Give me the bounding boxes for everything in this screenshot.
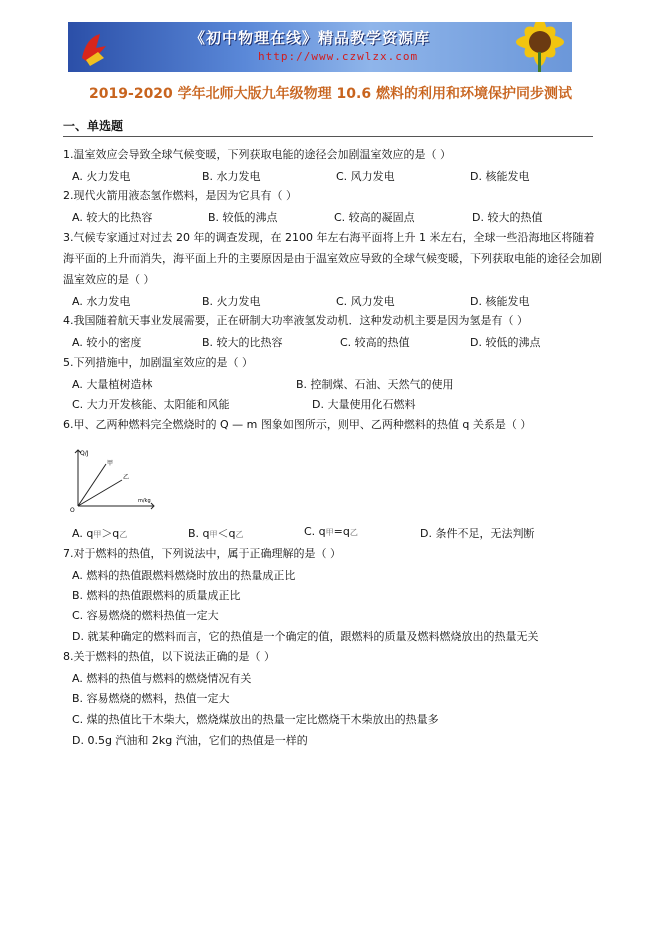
- question-7: 7.对于燃料的热值，下列说法中，属于正确理解的是（ ）: [63, 547, 341, 560]
- q6-a-op: ＞q: [101, 527, 120, 540]
- q4-option-c[interactable]: C. 较高的热值: [340, 336, 410, 349]
- q4-option-a[interactable]: A. 较小的密度: [72, 336, 142, 349]
- q5-option-c[interactable]: C. 大力开发核能、太阳能和风能: [72, 398, 230, 411]
- q6-a-text: A. q: [72, 527, 94, 540]
- q6-b-sub2: 乙: [235, 530, 244, 539]
- q1-option-d[interactable]: D. 核能发电: [470, 170, 530, 183]
- sunflower-icon: [498, 22, 568, 72]
- graph-line2-label: 乙: [123, 474, 130, 481]
- question-6: 6.甲、乙两种燃料完全燃烧时的 Q — m 图象如图所示，则甲、乙两种燃料的热值 q 关系是（ ）: [63, 418, 532, 431]
- site-logo-icon: [76, 28, 116, 68]
- question-1: 1.温室效应会导致全球气候变暖，下列获取电能的途径会加剧温室效应的是（ ）: [63, 148, 451, 161]
- section-heading: 一、单选题: [63, 119, 124, 133]
- q6-option-c[interactable]: [304, 525, 358, 538]
- q1-option-a[interactable]: A. 火力发电: [72, 170, 131, 183]
- q3-option-a[interactable]: A. 水力发电: [72, 295, 131, 308]
- graph-xlabel: m/kg: [138, 498, 151, 504]
- q6-c-sub1: 甲: [325, 528, 334, 537]
- q6-c-op: =q: [333, 525, 350, 538]
- page-title: 2019-2020 学年北师大版九年级物理 10.6 燃料的利用和环境保护同步测试: [89, 86, 572, 102]
- q6-b-sub1: 甲: [209, 530, 218, 539]
- q7-option-c[interactable]: C. 容易燃烧的燃料热值一定大: [72, 609, 219, 622]
- q6-option-d[interactable]: [420, 525, 534, 541]
- q1-option-b[interactable]: B. 水力发电: [202, 170, 261, 183]
- banner-url: http://www.czwlzx.com: [258, 50, 419, 63]
- q6-a-sub2: 乙: [119, 530, 128, 539]
- q6-option-a[interactable]: [72, 525, 127, 541]
- q3-option-c[interactable]: C. 风力发电: [336, 295, 395, 308]
- q-m-graph: [70, 446, 160, 512]
- question-5: 5.下列措施中，加剧温室效应的是（ ）: [63, 356, 253, 369]
- q6-c-text: C. q: [304, 525, 326, 538]
- q8-option-a[interactable]: A. 燃料的热值与燃料的燃烧情况有关: [72, 672, 252, 685]
- header-banner: [68, 22, 572, 72]
- q3-option-b[interactable]: B. 火力发电: [202, 295, 261, 308]
- q1-option-c[interactable]: C. 风力发电: [336, 170, 395, 183]
- graph-ylabel: Q/J: [80, 450, 89, 457]
- q6-option-b[interactable]: [188, 525, 244, 541]
- q6-b-text: B. q: [188, 527, 210, 540]
- q6-c-sub2: 乙: [349, 528, 358, 537]
- q8-option-c[interactable]: C. 煤的热值比干木柴大，燃烧煤放出的热量一定比燃烧干木柴放出的热量多: [72, 713, 439, 726]
- q5-option-a[interactable]: A. 大量植树造林: [72, 378, 153, 391]
- q4-option-d[interactable]: D. 较低的沸点: [470, 336, 541, 349]
- q5-option-b[interactable]: B. 控制煤、石油、天然气的使用: [296, 378, 454, 391]
- q2-option-d[interactable]: D. 较大的热值: [472, 211, 543, 224]
- q8-option-d[interactable]: D. 0.5g 汽油和 2kg 汽油，它们的热值是一样的: [72, 734, 308, 747]
- question-8: 8.关于燃料的热值，以下说法正确的是（ ）: [63, 650, 275, 663]
- q2-option-a[interactable]: A. 较大的比热容: [72, 211, 153, 224]
- q4-option-b[interactable]: B. 较大的比热容: [202, 336, 283, 349]
- q6-d-text: D. 条件不足，无法判断: [420, 527, 535, 540]
- q8-option-b[interactable]: B. 容易燃烧的燃料，热值一定大: [72, 692, 230, 705]
- q7-option-a[interactable]: A. 燃料的热值跟燃料燃烧时放出的热量成正比: [72, 569, 296, 582]
- question-3: 3.气候专家通过对过去 20 年的调查发现，在 2100 年左右海平面将上升 1 米左右，全球一些沿海地区将随着海平面的上升而消失，海平面上升的主要原因是由于温室效应导致的全球气候变暖，下列获取电能的途径会加剧温室效应的是（ ）: [63, 231, 602, 286]
- q5-option-d[interactable]: D. 大量使用化石燃料: [312, 398, 416, 411]
- banner-title: 《初中物理在线》精品教学资源库: [190, 29, 431, 47]
- q7-option-d[interactable]: D. 就某种确定的燃料而言，它的热值是一个确定的值，跟燃料的质量及燃料燃烧放出的热量无关: [72, 630, 539, 643]
- q2-option-c[interactable]: C. 较高的凝固点: [334, 211, 415, 224]
- q2-option-b[interactable]: B. 较低的沸点: [208, 211, 278, 224]
- q3-option-d[interactable]: D. 核能发电: [470, 295, 530, 308]
- question-4: 4.我国随着航天事业发展需要，正在研制大功率液氢发动机．这种发动机主要是因为氢是有（ ）: [63, 314, 528, 327]
- question-2: 2.现代火箭用液态氢作燃料，是因为它具有（ ）: [63, 189, 297, 202]
- q7-option-b[interactable]: B. 燃料的热值跟燃料的质量成正比: [72, 589, 241, 602]
- graph-line1-label: 甲: [107, 460, 114, 467]
- q6-a-sub1: 甲: [93, 530, 102, 539]
- graph-origin: O: [70, 507, 75, 512]
- q6-b-op: ＜q: [217, 527, 236, 540]
- divider: [63, 136, 593, 137]
